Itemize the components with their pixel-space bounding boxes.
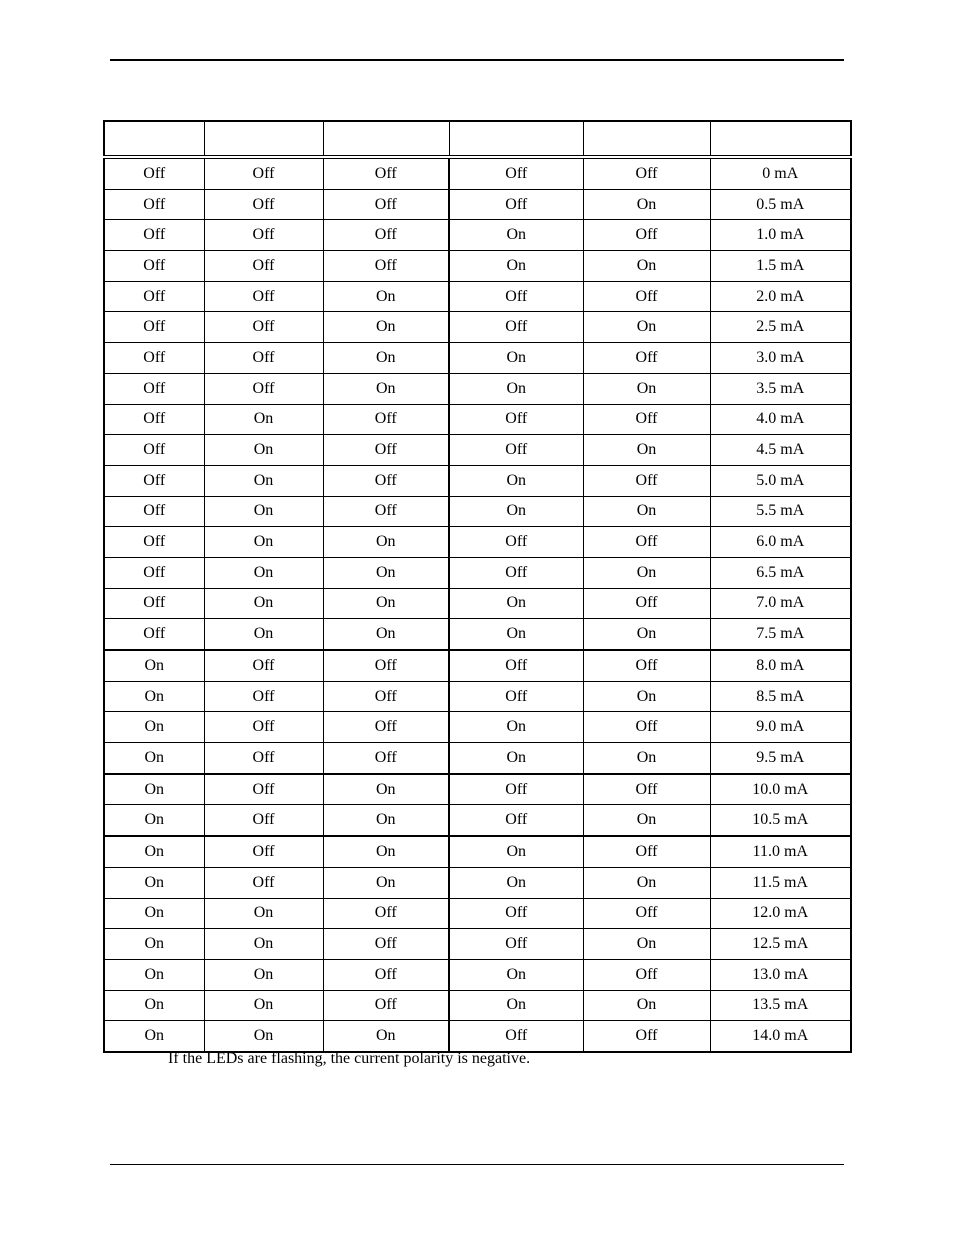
current-cell: 13.0 mA [710,959,851,990]
current-cell: 12.5 mA [710,929,851,960]
current-cell: 8.0 mA [710,650,851,681]
led-5-cell: Off [583,836,710,867]
led-1-cell: On [104,681,204,712]
current-cell: 6.5 mA [710,557,851,588]
led-2-cell: On [204,898,323,929]
table-row [104,343,851,374]
led-5-cell: On [583,990,710,1021]
table-row [104,251,851,282]
led-1-cell: On [104,836,204,867]
led-3-cell: Off [323,220,449,251]
table-row [104,990,851,1021]
led-3-cell: Off [323,465,449,496]
led-5-cell: On [583,312,710,343]
led-1-cell: Off [104,527,204,558]
table-row [104,681,851,712]
led-4-cell: On [449,619,583,650]
led-2-cell: Off [204,281,323,312]
table-row [104,435,851,466]
current-cell: 1.5 mA [710,251,851,282]
led-2-cell: Off [204,312,323,343]
table-row [104,527,851,558]
led-2-cell: Off [204,836,323,867]
led-5-cell: On [583,496,710,527]
led-3-cell: On [323,867,449,898]
table-row [104,496,851,527]
led-4-cell: On [449,251,583,282]
table-row [104,619,851,650]
current-cell: 4.5 mA [710,435,851,466]
table-row [104,588,851,619]
led-2-cell: Off [204,373,323,404]
led-4-cell: Off [449,1021,583,1052]
table-row [104,557,851,588]
led-3-cell: Off [323,990,449,1021]
led-1-cell: On [104,805,204,836]
footer-rule [110,1164,844,1165]
led-4-cell: On [449,836,583,867]
led-1-cell: On [104,712,204,743]
led-5-cell: Off [583,343,710,374]
current-cell: 3.0 mA [710,343,851,374]
led-1-cell: Off [104,435,204,466]
header-cell [104,121,204,157]
led-3-cell: Off [323,650,449,681]
led-2-cell: On [204,527,323,558]
table-body [104,157,851,1052]
led-3-cell: On [323,774,449,805]
led-3-cell: Off [323,435,449,466]
led-4-cell: On [449,373,583,404]
led-3-cell: On [323,373,449,404]
led-1-cell: On [104,1021,204,1052]
led-3-cell: Off [323,251,449,282]
led-5-cell: On [583,435,710,466]
led-4-cell: Off [449,898,583,929]
led-4-cell: Off [449,774,583,805]
led-3-cell: On [323,805,449,836]
led-3-cell: On [323,343,449,374]
current-cell: 9.5 mA [710,743,851,774]
led-5-cell: On [583,867,710,898]
led-5-cell: On [583,805,710,836]
led-1-cell: Off [104,465,204,496]
current-cell: 6.0 mA [710,527,851,558]
table-header-row [104,121,851,157]
led-2-cell: Off [204,743,323,774]
current-cell: 13.5 mA [710,990,851,1021]
led-5-cell: Off [583,774,710,805]
led-5-cell: Off [583,281,710,312]
led-2-cell: Off [204,251,323,282]
current-cell: 4.0 mA [710,404,851,435]
led-3-cell: On [323,588,449,619]
led-3-cell: On [323,619,449,650]
current-cell: 7.0 mA [710,588,851,619]
led-3-cell: Off [323,898,449,929]
led-5-cell: On [583,743,710,774]
led-4-cell: Off [449,681,583,712]
polarity-note: If the LEDs are flashing, the current polarity is negative. [168,1050,531,1067]
led-1-cell: On [104,959,204,990]
led-4-cell: On [449,959,583,990]
current-cell: 7.5 mA [710,619,851,650]
table-row [104,189,851,220]
led-2-cell: On [204,588,323,619]
led-4-cell: Off [449,404,583,435]
led-2-cell: On [204,990,323,1021]
led-3-cell: Off [323,404,449,435]
table-row [104,712,851,743]
led-2-cell: On [204,1021,323,1052]
led-1-cell: On [104,990,204,1021]
led-4-cell: Off [449,805,583,836]
led-4-cell: On [449,588,583,619]
table-row [104,465,851,496]
led-3-cell: On [323,281,449,312]
table-row [104,650,851,681]
current-cell: 2.0 mA [710,281,851,312]
led-1-cell: On [104,774,204,805]
header-cell [710,121,851,157]
led-2-cell: Off [204,220,323,251]
led-5-cell: Off [583,650,710,681]
led-2-cell: On [204,404,323,435]
led-2-cell: Off [204,774,323,805]
led-5-cell: On [583,373,710,404]
led-5-cell: On [583,681,710,712]
table-row [104,312,851,343]
led-1-cell: Off [104,557,204,588]
led-3-cell: Off [323,743,449,774]
current-cell: 14.0 mA [710,1021,851,1052]
led-4-cell: On [449,743,583,774]
led-3-cell: Off [323,189,449,220]
led-2-cell: Off [204,867,323,898]
current-cell: 0 mA [710,157,851,189]
header-cell [323,121,449,157]
led-2-cell: On [204,496,323,527]
led-current-table [103,120,852,1053]
led-2-cell: On [204,465,323,496]
led-4-cell: Off [449,435,583,466]
led-3-cell: Off [323,496,449,527]
current-cell: 3.5 mA [710,373,851,404]
led-1-cell: On [104,743,204,774]
table-row [104,1021,851,1052]
led-2-cell: Off [204,650,323,681]
led-4-cell: Off [449,929,583,960]
led-2-cell: On [204,557,323,588]
current-cell: 10.5 mA [710,805,851,836]
led-1-cell: Off [104,343,204,374]
table-row [104,281,851,312]
led-2-cell: On [204,619,323,650]
led-3-cell: Off [323,712,449,743]
led-5-cell: Off [583,898,710,929]
led-4-cell: On [449,465,583,496]
led-5-cell: Off [583,712,710,743]
led-5-cell: Off [583,220,710,251]
led-1-cell: On [104,898,204,929]
led-4-cell: On [449,990,583,1021]
led-1-cell: On [104,867,204,898]
table-row [104,404,851,435]
led-1-cell: Off [104,619,204,650]
header-cell [583,121,710,157]
led-4-cell: Off [449,650,583,681]
led-1-cell: Off [104,281,204,312]
current-cell: 8.5 mA [710,681,851,712]
led-5-cell: Off [583,157,710,189]
led-1-cell: Off [104,404,204,435]
led-5-cell: On [583,929,710,960]
led-3-cell: On [323,557,449,588]
led-5-cell: On [583,251,710,282]
led-1-cell: Off [104,312,204,343]
led-5-cell: On [583,557,710,588]
led-3-cell: Off [323,959,449,990]
current-cell: 0.5 mA [710,189,851,220]
led-3-cell: On [323,312,449,343]
led-1-cell: On [104,650,204,681]
led-1-cell: Off [104,157,204,189]
led-5-cell: Off [583,959,710,990]
table-row [104,373,851,404]
header-cell [449,121,583,157]
current-cell: 5.0 mA [710,465,851,496]
current-cell: 2.5 mA [710,312,851,343]
table-row [104,836,851,867]
led-5-cell: Off [583,588,710,619]
led-3-cell: On [323,1021,449,1052]
led-2-cell: Off [204,343,323,374]
led-1-cell: Off [104,189,204,220]
led-2-cell: On [204,929,323,960]
led-5-cell: Off [583,404,710,435]
table-row [104,774,851,805]
current-cell: 12.0 mA [710,898,851,929]
led-3-cell: On [323,527,449,558]
led-3-cell: Off [323,157,449,189]
led-3-cell: On [323,836,449,867]
led-4-cell: Off [449,312,583,343]
led-5-cell: On [583,189,710,220]
table-row [104,743,851,774]
led-5-cell: On [583,619,710,650]
led-2-cell: On [204,959,323,990]
table-row [104,867,851,898]
led-1-cell: On [104,929,204,960]
led-4-cell: Off [449,189,583,220]
current-cell: 9.0 mA [710,712,851,743]
current-cell: 5.5 mA [710,496,851,527]
led-1-cell: Off [104,251,204,282]
table-row [104,929,851,960]
led-1-cell: Off [104,373,204,404]
current-cell: 11.5 mA [710,867,851,898]
table-row [104,898,851,929]
header-rule [110,59,844,61]
current-cell: 1.0 mA [710,220,851,251]
led-4-cell: On [449,343,583,374]
table-row [104,220,851,251]
led-2-cell: Off [204,805,323,836]
led-4-cell: On [449,712,583,743]
table-row [104,805,851,836]
led-2-cell: Off [204,157,323,189]
led-4-cell: On [449,867,583,898]
led-4-cell: On [449,496,583,527]
led-4-cell: Off [449,527,583,558]
led-2-cell: On [204,435,323,466]
led-2-cell: Off [204,712,323,743]
led-5-cell: Off [583,465,710,496]
led-1-cell: Off [104,496,204,527]
header-cell [204,121,323,157]
led-1-cell: Off [104,220,204,251]
led-3-cell: Off [323,681,449,712]
led-5-cell: Off [583,527,710,558]
led-1-cell: Off [104,588,204,619]
led-4-cell: Off [449,281,583,312]
led-4-cell: On [449,220,583,251]
current-cell: 11.0 mA [710,836,851,867]
led-4-cell: Off [449,157,583,189]
led-3-cell: Off [323,929,449,960]
table-row [104,959,851,990]
led-4-cell: Off [449,557,583,588]
table-row [104,157,851,189]
led-2-cell: Off [204,189,323,220]
led-2-cell: Off [204,681,323,712]
current-cell: 10.0 mA [710,774,851,805]
led-5-cell: Off [583,1021,710,1052]
